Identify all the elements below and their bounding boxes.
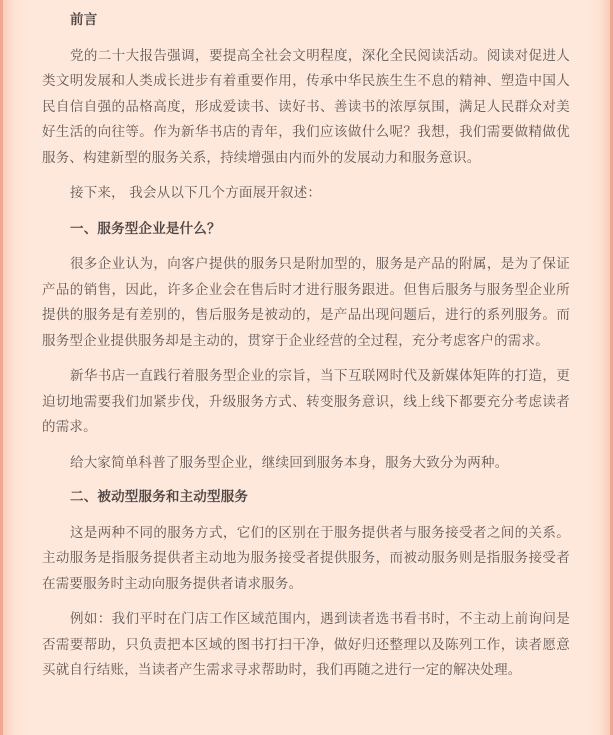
section2-paragraph-2: 例如：我们平时在门店工作区域范围内，遇到读者选书看书时，不主动上前询问是否需要帮助，只负责把本区域的图书打扫干净，做好归还整理以及陈列工作，读者愿意买就自行结账，当读者产生需求寻求帮助时，我们再随之进行一定的解决处理。	[42, 611, 570, 678]
section1-paragraph-3: 给大家简单科普了服务型企业，继续回到服务本身，服务大致分为两种。	[70, 454, 509, 471]
next-paragraph: 接下来， 我会从以下几个方面展开叙述：	[70, 185, 322, 201]
section1-paragraph-2: 新华书店一直践行着服务型企业的宗旨，当下互联网时代及新媒体矩阵的打造，更迫切地需要我们加紧步伐，升级服务方式、转变服务意识，线上线下都要充分考虑读者的需求。	[42, 368, 570, 435]
preface-paragraph: 党的二十大报告强调，要提高全社会文明程度，深化全民阅读活动。阅读对促进人类文明发展和人类成长进步有着重要作用，传承中华民族生生不息的精神、塑造中国人民自信自强的品格高度，形成爱读书、读好书、善读书的浓厚氛围，满足人民群众对美好生活的向往等。作为新华书店的青年，我们应该做什么呢？我想，我们需要做精做优服务、构建新型的服务关系，持续增强由内而外的发展动力和服务意识。	[42, 47, 570, 166]
section1-paragraph-1: 很多企业认为，向客户提供的服务只是附加型的，服务是产品的附属，是为了保证产品的销售，因此，许多企业会在售后时才进行服务跟进。但售后服务与服务型企业所提供的服务是有差别的，售后服务是被动的，是产品出现问题后，进行的系列服务。而服务型企业提供服务却是主动的，贯穿于企业经营的全过程，充分考虑客户的需求。	[42, 256, 570, 349]
section1-heading: 一、服务型企业是什么？	[70, 220, 221, 237]
section2-paragraph-1: 这是两种不同的服务方式，它们的区别在于服务提供者与服务接受者之间的关系。主动服务是指服务提供者主动地为服务接受者提供服务，而被动服务则是指服务接受者在需要服务时主动向服务提供者请求服务。	[42, 524, 570, 592]
preface-heading: 前言	[70, 12, 98, 28]
section2-heading: 二、被动型服务和主动型服务	[70, 489, 249, 505]
article-content	[42, 8, 570, 684]
